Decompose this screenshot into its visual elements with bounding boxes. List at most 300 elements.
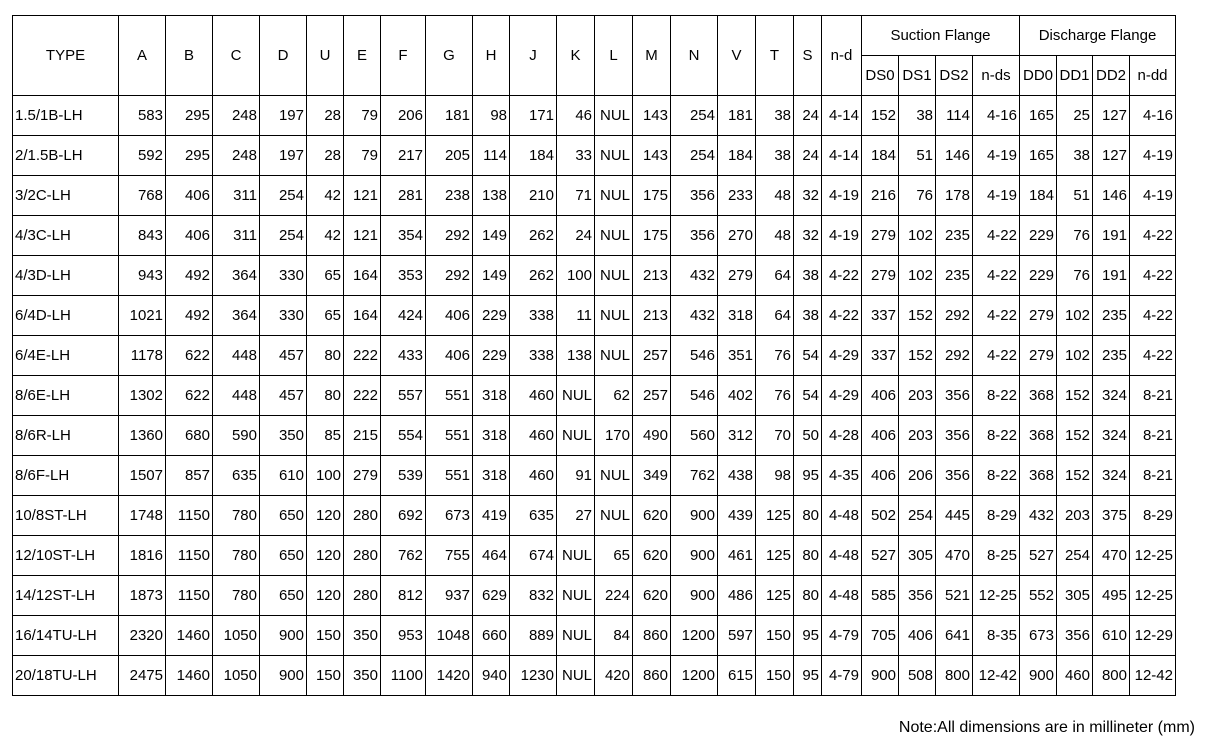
value-cell: 42 [307, 216, 344, 256]
value-cell: 620 [633, 536, 671, 576]
value-cell: 641 [936, 616, 973, 656]
value-cell: 1200 [671, 656, 718, 696]
value-cell: 164 [344, 296, 381, 336]
value-cell: 4-22 [973, 216, 1020, 256]
value-cell: 546 [671, 336, 718, 376]
value-cell: 953 [381, 616, 426, 656]
value-cell: 229 [473, 336, 510, 376]
value-cell: 4-22 [973, 256, 1020, 296]
value-cell: 125 [756, 496, 794, 536]
value-cell: 457 [260, 336, 307, 376]
header-d: D [260, 16, 307, 96]
value-cell: 222 [344, 376, 381, 416]
value-cell: 356 [1057, 616, 1093, 656]
value-cell: 527 [1020, 536, 1057, 576]
value-cell: 4-48 [822, 536, 862, 576]
header-u: U [307, 16, 344, 96]
value-cell: 8-29 [973, 496, 1020, 536]
value-cell: 324 [1093, 456, 1130, 496]
value-cell: NUL [595, 256, 633, 296]
value-cell: 622 [166, 376, 213, 416]
value-cell: 64 [756, 256, 794, 296]
value-cell: 585 [862, 576, 899, 616]
value-cell: 406 [899, 616, 936, 656]
value-cell: 356 [671, 216, 718, 256]
value-cell: 324 [1093, 416, 1130, 456]
value-cell: 80 [307, 336, 344, 376]
value-cell: 254 [260, 176, 307, 216]
value-cell: 121 [344, 176, 381, 216]
value-cell: 402 [718, 376, 756, 416]
value-cell: 900 [260, 616, 307, 656]
value-cell: 51 [1057, 176, 1093, 216]
value-cell: 95 [794, 456, 822, 496]
value-cell: NUL [595, 456, 633, 496]
value-cell: 546 [671, 376, 718, 416]
value-cell: NUL [595, 216, 633, 256]
value-cell: NUL [595, 336, 633, 376]
value-cell: 406 [426, 296, 473, 336]
value-cell: 583 [119, 96, 166, 136]
value-cell: 164 [344, 256, 381, 296]
table-row [13, 496, 1176, 536]
value-cell: 650 [260, 576, 307, 616]
value-cell: 762 [671, 456, 718, 496]
table-row [13, 296, 1176, 336]
value-cell: 406 [862, 416, 899, 456]
header-ds0: DS0 [862, 56, 899, 96]
table-body [13, 96, 1176, 696]
value-cell: 12-25 [1130, 536, 1176, 576]
value-cell: 4-29 [822, 376, 862, 416]
value-cell: 448 [213, 376, 260, 416]
value-cell: NUL [595, 96, 633, 136]
value-cell: 54 [794, 336, 822, 376]
value-cell: 292 [936, 296, 973, 336]
value-cell: 8-21 [1130, 376, 1176, 416]
value-cell: 460 [510, 416, 557, 456]
value-cell: NUL [557, 576, 595, 616]
value-cell: 635 [213, 456, 260, 496]
value-cell: 324 [1093, 376, 1130, 416]
value-cell: 95 [794, 656, 822, 696]
value-cell: 197 [260, 136, 307, 176]
value-cell: 100 [307, 456, 344, 496]
table-row [13, 136, 1176, 176]
value-cell: 178 [936, 176, 973, 216]
value-cell: 305 [1057, 576, 1093, 616]
header-h: H [473, 16, 510, 96]
value-cell: 364 [213, 256, 260, 296]
value-cell: 350 [344, 616, 381, 656]
value-cell: 356 [936, 456, 973, 496]
value-cell: 490 [633, 416, 671, 456]
value-cell: 102 [1057, 296, 1093, 336]
value-cell: 279 [1020, 336, 1057, 376]
value-cell: 432 [1020, 496, 1057, 536]
table-row [13, 576, 1176, 616]
dimensions-table [12, 15, 1176, 696]
value-cell: 184 [510, 136, 557, 176]
value-cell: 800 [1093, 656, 1130, 696]
value-cell: 248 [213, 136, 260, 176]
value-cell: 184 [718, 136, 756, 176]
value-cell: 1873 [119, 576, 166, 616]
value-cell: 551 [426, 416, 473, 456]
table-row [13, 216, 1176, 256]
value-cell: 235 [1093, 336, 1130, 376]
value-cell: 171 [510, 96, 557, 136]
value-cell: 4-19 [822, 216, 862, 256]
value-cell: 206 [899, 456, 936, 496]
value-cell: 330 [260, 296, 307, 336]
value-cell: 149 [473, 256, 510, 296]
value-cell: 181 [426, 96, 473, 136]
value-cell: 233 [718, 176, 756, 216]
type-cell: 8/6E-LH [13, 376, 119, 416]
value-cell: 165 [1020, 96, 1057, 136]
value-cell: 406 [166, 216, 213, 256]
value-cell: 461 [718, 536, 756, 576]
value-cell: 8-21 [1130, 456, 1176, 496]
value-cell: 552 [1020, 576, 1057, 616]
type-cell: 6/4E-LH [13, 336, 119, 376]
value-cell: 4-16 [1130, 96, 1176, 136]
header-type: TYPE [13, 16, 119, 96]
value-cell: 368 [1020, 416, 1057, 456]
value-cell: 857 [166, 456, 213, 496]
value-cell: 80 [794, 536, 822, 576]
value-cell: 191 [1093, 216, 1130, 256]
value-cell: 338 [510, 336, 557, 376]
value-cell: 354 [381, 216, 426, 256]
value-cell: 424 [381, 296, 426, 336]
value-cell: 95 [794, 616, 822, 656]
value-cell: 900 [671, 496, 718, 536]
value-cell: 610 [260, 456, 307, 496]
value-cell: 254 [671, 96, 718, 136]
value-cell: 1200 [671, 616, 718, 656]
value-cell: 51 [899, 136, 936, 176]
value-cell: 1420 [426, 656, 473, 696]
value-cell: NUL [557, 616, 595, 656]
value-cell: 4-19 [822, 176, 862, 216]
value-cell: 406 [862, 376, 899, 416]
value-cell: 62 [595, 376, 633, 416]
value-cell: 337 [862, 296, 899, 336]
value-cell: 438 [718, 456, 756, 496]
value-cell: 8-22 [973, 416, 1020, 456]
value-cell: 184 [862, 136, 899, 176]
value-cell: 1230 [510, 656, 557, 696]
value-cell: 76 [1057, 256, 1093, 296]
value-cell: 406 [426, 336, 473, 376]
value-cell: 312 [718, 416, 756, 456]
table-row [13, 656, 1176, 696]
value-cell: 1021 [119, 296, 166, 336]
value-cell: NUL [557, 376, 595, 416]
value-cell: 76 [1057, 216, 1093, 256]
value-cell: 350 [260, 416, 307, 456]
value-cell: 102 [899, 216, 936, 256]
value-cell: 592 [119, 136, 166, 176]
value-cell: 248 [213, 96, 260, 136]
value-cell: 229 [1020, 216, 1057, 256]
value-cell: 138 [473, 176, 510, 216]
value-cell: 889 [510, 616, 557, 656]
value-cell: 629 [473, 576, 510, 616]
value-cell: 279 [862, 256, 899, 296]
value-cell: 2475 [119, 656, 166, 696]
value-cell: 24 [557, 216, 595, 256]
value-cell: 4-22 [822, 256, 862, 296]
value-cell: 860 [633, 656, 671, 696]
value-cell: 1048 [426, 616, 473, 656]
value-cell: 4-19 [973, 176, 1020, 216]
value-cell: 65 [307, 296, 344, 336]
value-cell: 175 [633, 216, 671, 256]
value-cell: 152 [899, 296, 936, 336]
value-cell: 937 [426, 576, 473, 616]
header-m: M [633, 16, 671, 96]
value-cell: 4-22 [973, 296, 1020, 336]
value-cell: 337 [862, 336, 899, 376]
value-cell: 560 [671, 416, 718, 456]
value-cell: 635 [510, 496, 557, 536]
type-cell: 10/8ST-LH [13, 496, 119, 536]
value-cell: 4-22 [973, 336, 1020, 376]
value-cell: 38 [756, 96, 794, 136]
value-cell: 279 [1020, 296, 1057, 336]
value-cell: 8-22 [973, 456, 1020, 496]
value-cell: 460 [510, 376, 557, 416]
value-cell: 12-42 [973, 656, 1020, 696]
value-cell: 279 [718, 256, 756, 296]
value-cell: 280 [344, 536, 381, 576]
value-cell: 1460 [166, 656, 213, 696]
value-cell: 54 [794, 376, 822, 416]
value-cell: 64 [756, 296, 794, 336]
value-cell: 84 [595, 616, 633, 656]
table-row [13, 376, 1176, 416]
value-cell: 650 [260, 536, 307, 576]
value-cell: 121 [344, 216, 381, 256]
value-cell: 80 [794, 496, 822, 536]
value-cell: 120 [307, 496, 344, 536]
table-row [13, 536, 1176, 576]
value-cell: 8-22 [973, 376, 1020, 416]
value-cell: NUL [595, 296, 633, 336]
value-cell: 125 [756, 536, 794, 576]
value-cell: 150 [307, 616, 344, 656]
header-b: B [166, 16, 213, 96]
value-cell: 368 [1020, 456, 1057, 496]
value-cell: 460 [1057, 656, 1093, 696]
value-cell: 900 [260, 656, 307, 696]
value-cell: 197 [260, 96, 307, 136]
value-cell: 311 [213, 176, 260, 216]
value-cell: 674 [510, 536, 557, 576]
value-cell: 445 [936, 496, 973, 536]
units-note: Note:All dimensions are in millineter (mm) [898, 719, 1195, 736]
table-row [13, 616, 1176, 656]
value-cell: 170 [595, 416, 633, 456]
value-cell: 318 [473, 416, 510, 456]
value-cell: 32 [794, 176, 822, 216]
header-suction-flange: Suction Flange [862, 16, 1020, 56]
value-cell: 38 [794, 296, 822, 336]
value-cell: 213 [633, 256, 671, 296]
value-cell: 680 [166, 416, 213, 456]
value-cell: 235 [1093, 296, 1130, 336]
value-cell: 4-22 [1130, 256, 1176, 296]
value-cell: 292 [426, 216, 473, 256]
value-cell: 4-22 [822, 296, 862, 336]
value-cell: 1178 [119, 336, 166, 376]
table-header [13, 16, 1176, 96]
value-cell: 152 [899, 336, 936, 376]
value-cell: 406 [166, 176, 213, 216]
type-cell: 20/18TU-LH [13, 656, 119, 696]
value-cell: 620 [633, 496, 671, 536]
value-cell: 318 [473, 456, 510, 496]
value-cell: 2320 [119, 616, 166, 656]
header-a: A [119, 16, 166, 96]
value-cell: 292 [426, 256, 473, 296]
value-cell: 318 [473, 376, 510, 416]
value-cell: 257 [633, 376, 671, 416]
value-cell: 610 [1093, 616, 1130, 656]
value-cell: 125 [756, 576, 794, 616]
value-cell: 812 [381, 576, 426, 616]
value-cell: 4-29 [822, 336, 862, 376]
value-cell: 356 [899, 576, 936, 616]
value-cell: 432 [671, 256, 718, 296]
value-cell: 353 [381, 256, 426, 296]
value-cell: 351 [718, 336, 756, 376]
value-cell: 65 [595, 536, 633, 576]
value-cell: 943 [119, 256, 166, 296]
value-cell: 4-79 [822, 656, 862, 696]
value-cell: 254 [1057, 536, 1093, 576]
header-l: L [595, 16, 633, 96]
value-cell: 175 [633, 176, 671, 216]
value-cell: 900 [862, 656, 899, 696]
value-cell: 184 [1020, 176, 1057, 216]
value-cell: 470 [936, 536, 973, 576]
header-dd0: DD0 [1020, 56, 1057, 96]
value-cell: 12-25 [973, 576, 1020, 616]
value-cell: 375 [1093, 496, 1130, 536]
value-cell: 149 [473, 216, 510, 256]
value-cell: 551 [426, 456, 473, 496]
value-cell: 25 [1057, 96, 1093, 136]
value-cell: 85 [307, 416, 344, 456]
header-ds1: DS1 [899, 56, 936, 96]
value-cell: 4-48 [822, 576, 862, 616]
value-cell: 12-25 [1130, 576, 1176, 616]
value-cell: 38 [899, 96, 936, 136]
value-cell: 448 [213, 336, 260, 376]
type-cell: 3/2C-LH [13, 176, 119, 216]
value-cell: 152 [1057, 456, 1093, 496]
value-cell: 12-29 [1130, 616, 1176, 656]
header-dd2: DD2 [1093, 56, 1130, 96]
value-cell: 492 [166, 296, 213, 336]
value-cell: 4-19 [973, 136, 1020, 176]
value-cell: 318 [718, 296, 756, 336]
value-cell: 762 [381, 536, 426, 576]
value-cell: 143 [633, 136, 671, 176]
value-cell: 800 [936, 656, 973, 696]
value-cell: 38 [794, 256, 822, 296]
value-cell: 120 [307, 576, 344, 616]
value-cell: 65 [307, 256, 344, 296]
value-cell: 280 [344, 576, 381, 616]
value-cell: 127 [1093, 136, 1130, 176]
value-cell: 1050 [213, 616, 260, 656]
header-k: K [557, 16, 595, 96]
header-v: V [718, 16, 756, 96]
value-cell: 356 [671, 176, 718, 216]
table-row [13, 416, 1176, 456]
value-cell: 262 [510, 216, 557, 256]
type-cell: 4/3C-LH [13, 216, 119, 256]
value-cell: 217 [381, 136, 426, 176]
value-cell: 152 [1057, 416, 1093, 456]
type-cell: 8/6F-LH [13, 456, 119, 496]
value-cell: 330 [260, 256, 307, 296]
header-n-d: n-d [822, 16, 862, 96]
value-cell: 24 [794, 136, 822, 176]
value-cell: 692 [381, 496, 426, 536]
header-n-ds: n-ds [973, 56, 1020, 96]
value-cell: NUL [557, 656, 595, 696]
value-cell: 539 [381, 456, 426, 496]
value-cell: 38 [756, 136, 794, 176]
value-cell: 338 [510, 296, 557, 336]
value-cell: 780 [213, 536, 260, 576]
value-cell: 127 [1093, 96, 1130, 136]
value-cell: 551 [426, 376, 473, 416]
value-cell: 150 [756, 656, 794, 696]
value-cell: 433 [381, 336, 426, 376]
value-cell: 4-19 [1130, 176, 1176, 216]
value-cell: 254 [260, 216, 307, 256]
value-cell: 4-22 [1130, 216, 1176, 256]
value-cell: 4-14 [822, 136, 862, 176]
value-cell: 554 [381, 416, 426, 456]
value-cell: 508 [899, 656, 936, 696]
table-row [13, 256, 1176, 296]
value-cell: 780 [213, 576, 260, 616]
value-cell: 216 [862, 176, 899, 216]
value-cell: 80 [794, 576, 822, 616]
value-cell: 292 [936, 336, 973, 376]
header-s: S [794, 16, 822, 96]
value-cell: 502 [862, 496, 899, 536]
value-cell: 420 [595, 656, 633, 696]
value-cell: 120 [307, 536, 344, 576]
value-cell: 1050 [213, 656, 260, 696]
value-cell: 464 [473, 536, 510, 576]
value-cell: 705 [862, 616, 899, 656]
value-cell: 780 [213, 496, 260, 536]
value-cell: 4-16 [973, 96, 1020, 136]
value-cell: 48 [756, 176, 794, 216]
type-cell: 6/4D-LH [13, 296, 119, 336]
value-cell: NUL [557, 536, 595, 576]
